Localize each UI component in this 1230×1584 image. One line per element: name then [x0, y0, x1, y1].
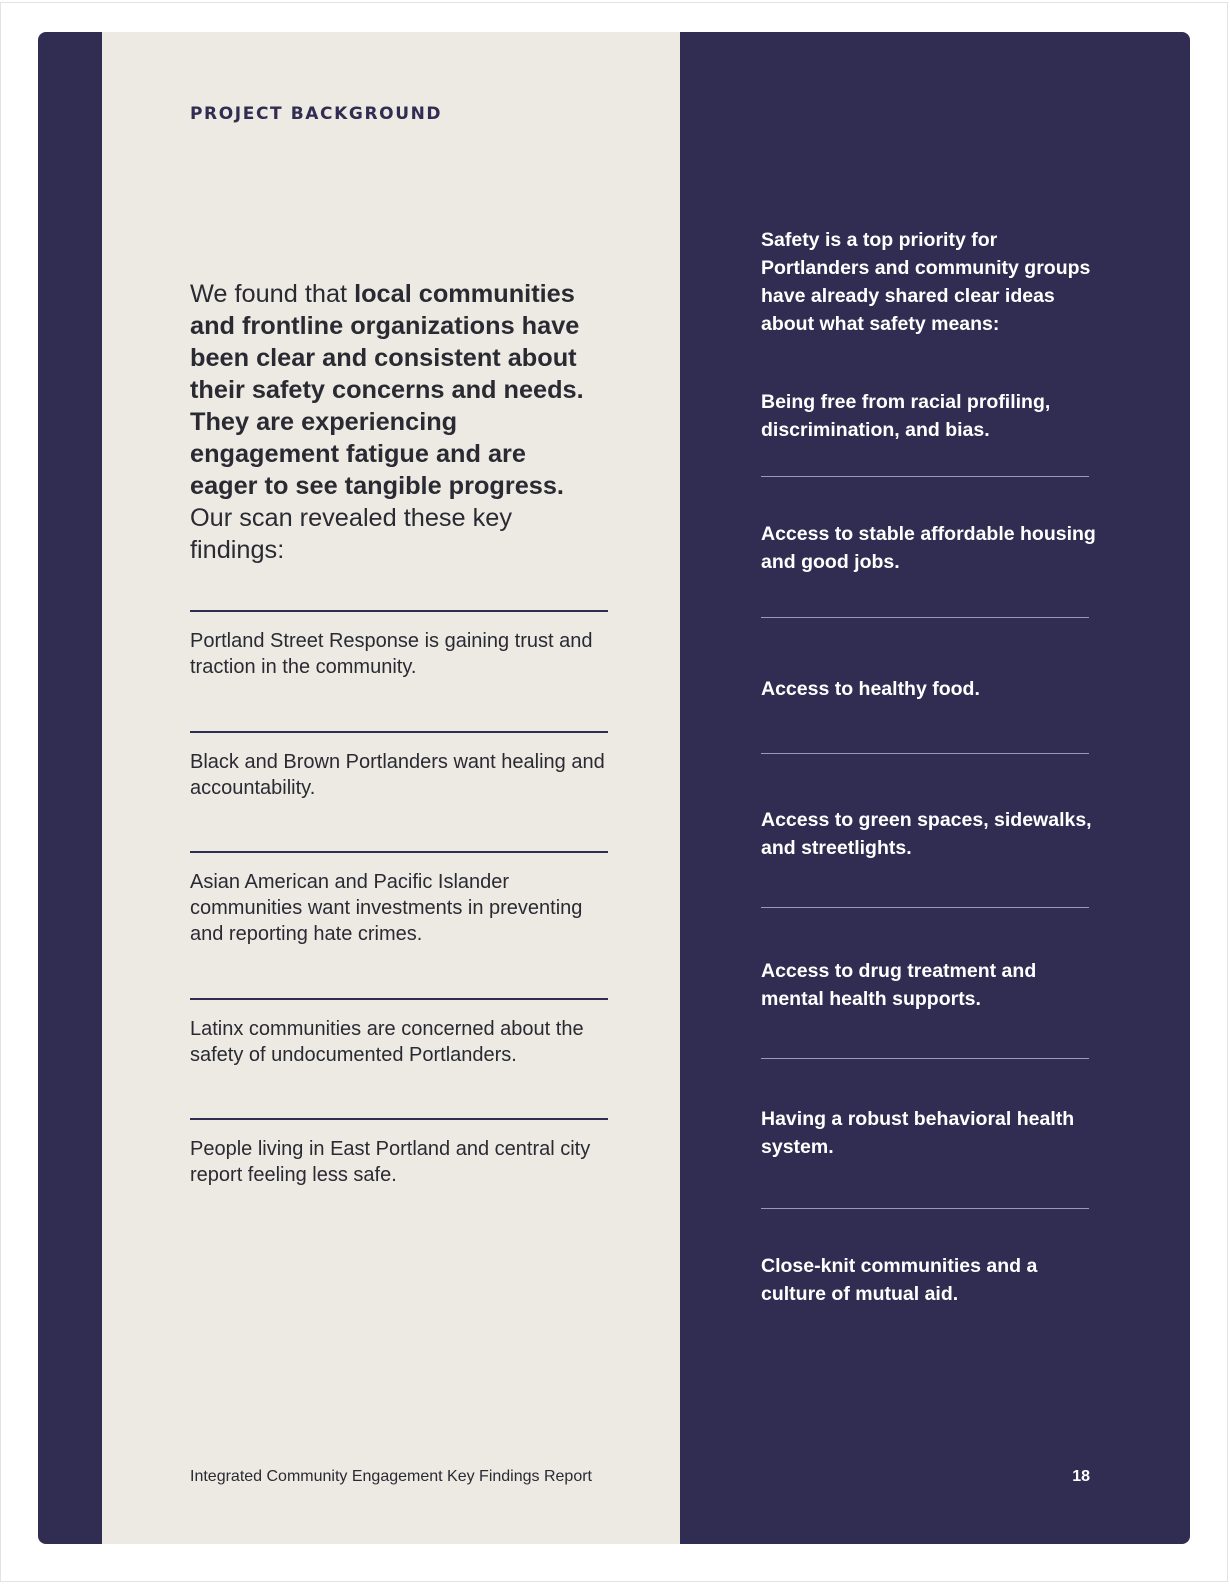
section-label: PROJECT BACKGROUND	[190, 104, 443, 124]
safety-need-item: Close-knit communities and a culture of mutual aid.	[761, 1255, 1038, 1305]
report-page	[38, 32, 1190, 1544]
report-title: Integrated Community Engagement Key Findings Report	[190, 1468, 592, 1485]
intro-paragraph	[190, 278, 600, 566]
finding-text: Portland Street Response is gaining trust and traction in the community.	[190, 630, 593, 678]
safety-need-item: Being free from racial profiling, discrimination, and bias.	[761, 391, 1051, 441]
finding-item	[190, 610, 608, 680]
divider	[761, 753, 1089, 754]
finding-text: Black and Brown Portlanders want healing and accountability.	[190, 751, 605, 799]
divider	[761, 476, 1089, 477]
left-panel	[102, 32, 680, 1544]
intro-lead: We found that	[190, 280, 355, 308]
safety-need-item: Access to green spaces, sidewalks, and streetlights.	[761, 809, 1092, 859]
divider	[761, 1058, 1089, 1059]
safety-need-item: Access to drug treatment and mental health supports.	[761, 960, 1037, 1010]
safety-intro: Safety is a top priority for Portlanders and community groups have already shared clear ideas about what safety means:	[761, 229, 1091, 335]
page-number: 18	[1072, 1468, 1090, 1485]
intro-emphasis: local communities and frontline organizations have been clear and consistent about their safety concerns and needs. They are experiencing engagement fatigue and are eager to see tangible progress.	[190, 280, 584, 500]
safety-need-item: Access to healthy food.	[761, 678, 980, 700]
safety-need-item: Access to stable affordable housing and good jobs.	[761, 523, 1096, 573]
finding-text: Asian American and Pacific Islander communities want investments in preventing and reporting hate crimes.	[190, 871, 583, 945]
finding-item	[190, 851, 608, 947]
divider	[761, 617, 1089, 618]
intro-trail: Our scan revealed these key findings:	[190, 504, 513, 564]
finding-text: Latinx communities are concerned about the safety of undocumented Portlanders.	[190, 1018, 584, 1066]
finding-item	[190, 998, 608, 1068]
finding-item	[190, 1118, 608, 1188]
safety-need-item: Having a robust behavioral health system.	[761, 1108, 1075, 1158]
finding-text: People living in East Portland and central city report feeling less safe.	[190, 1138, 591, 1186]
divider	[761, 1208, 1089, 1209]
finding-item	[190, 731, 608, 801]
divider	[761, 907, 1089, 908]
